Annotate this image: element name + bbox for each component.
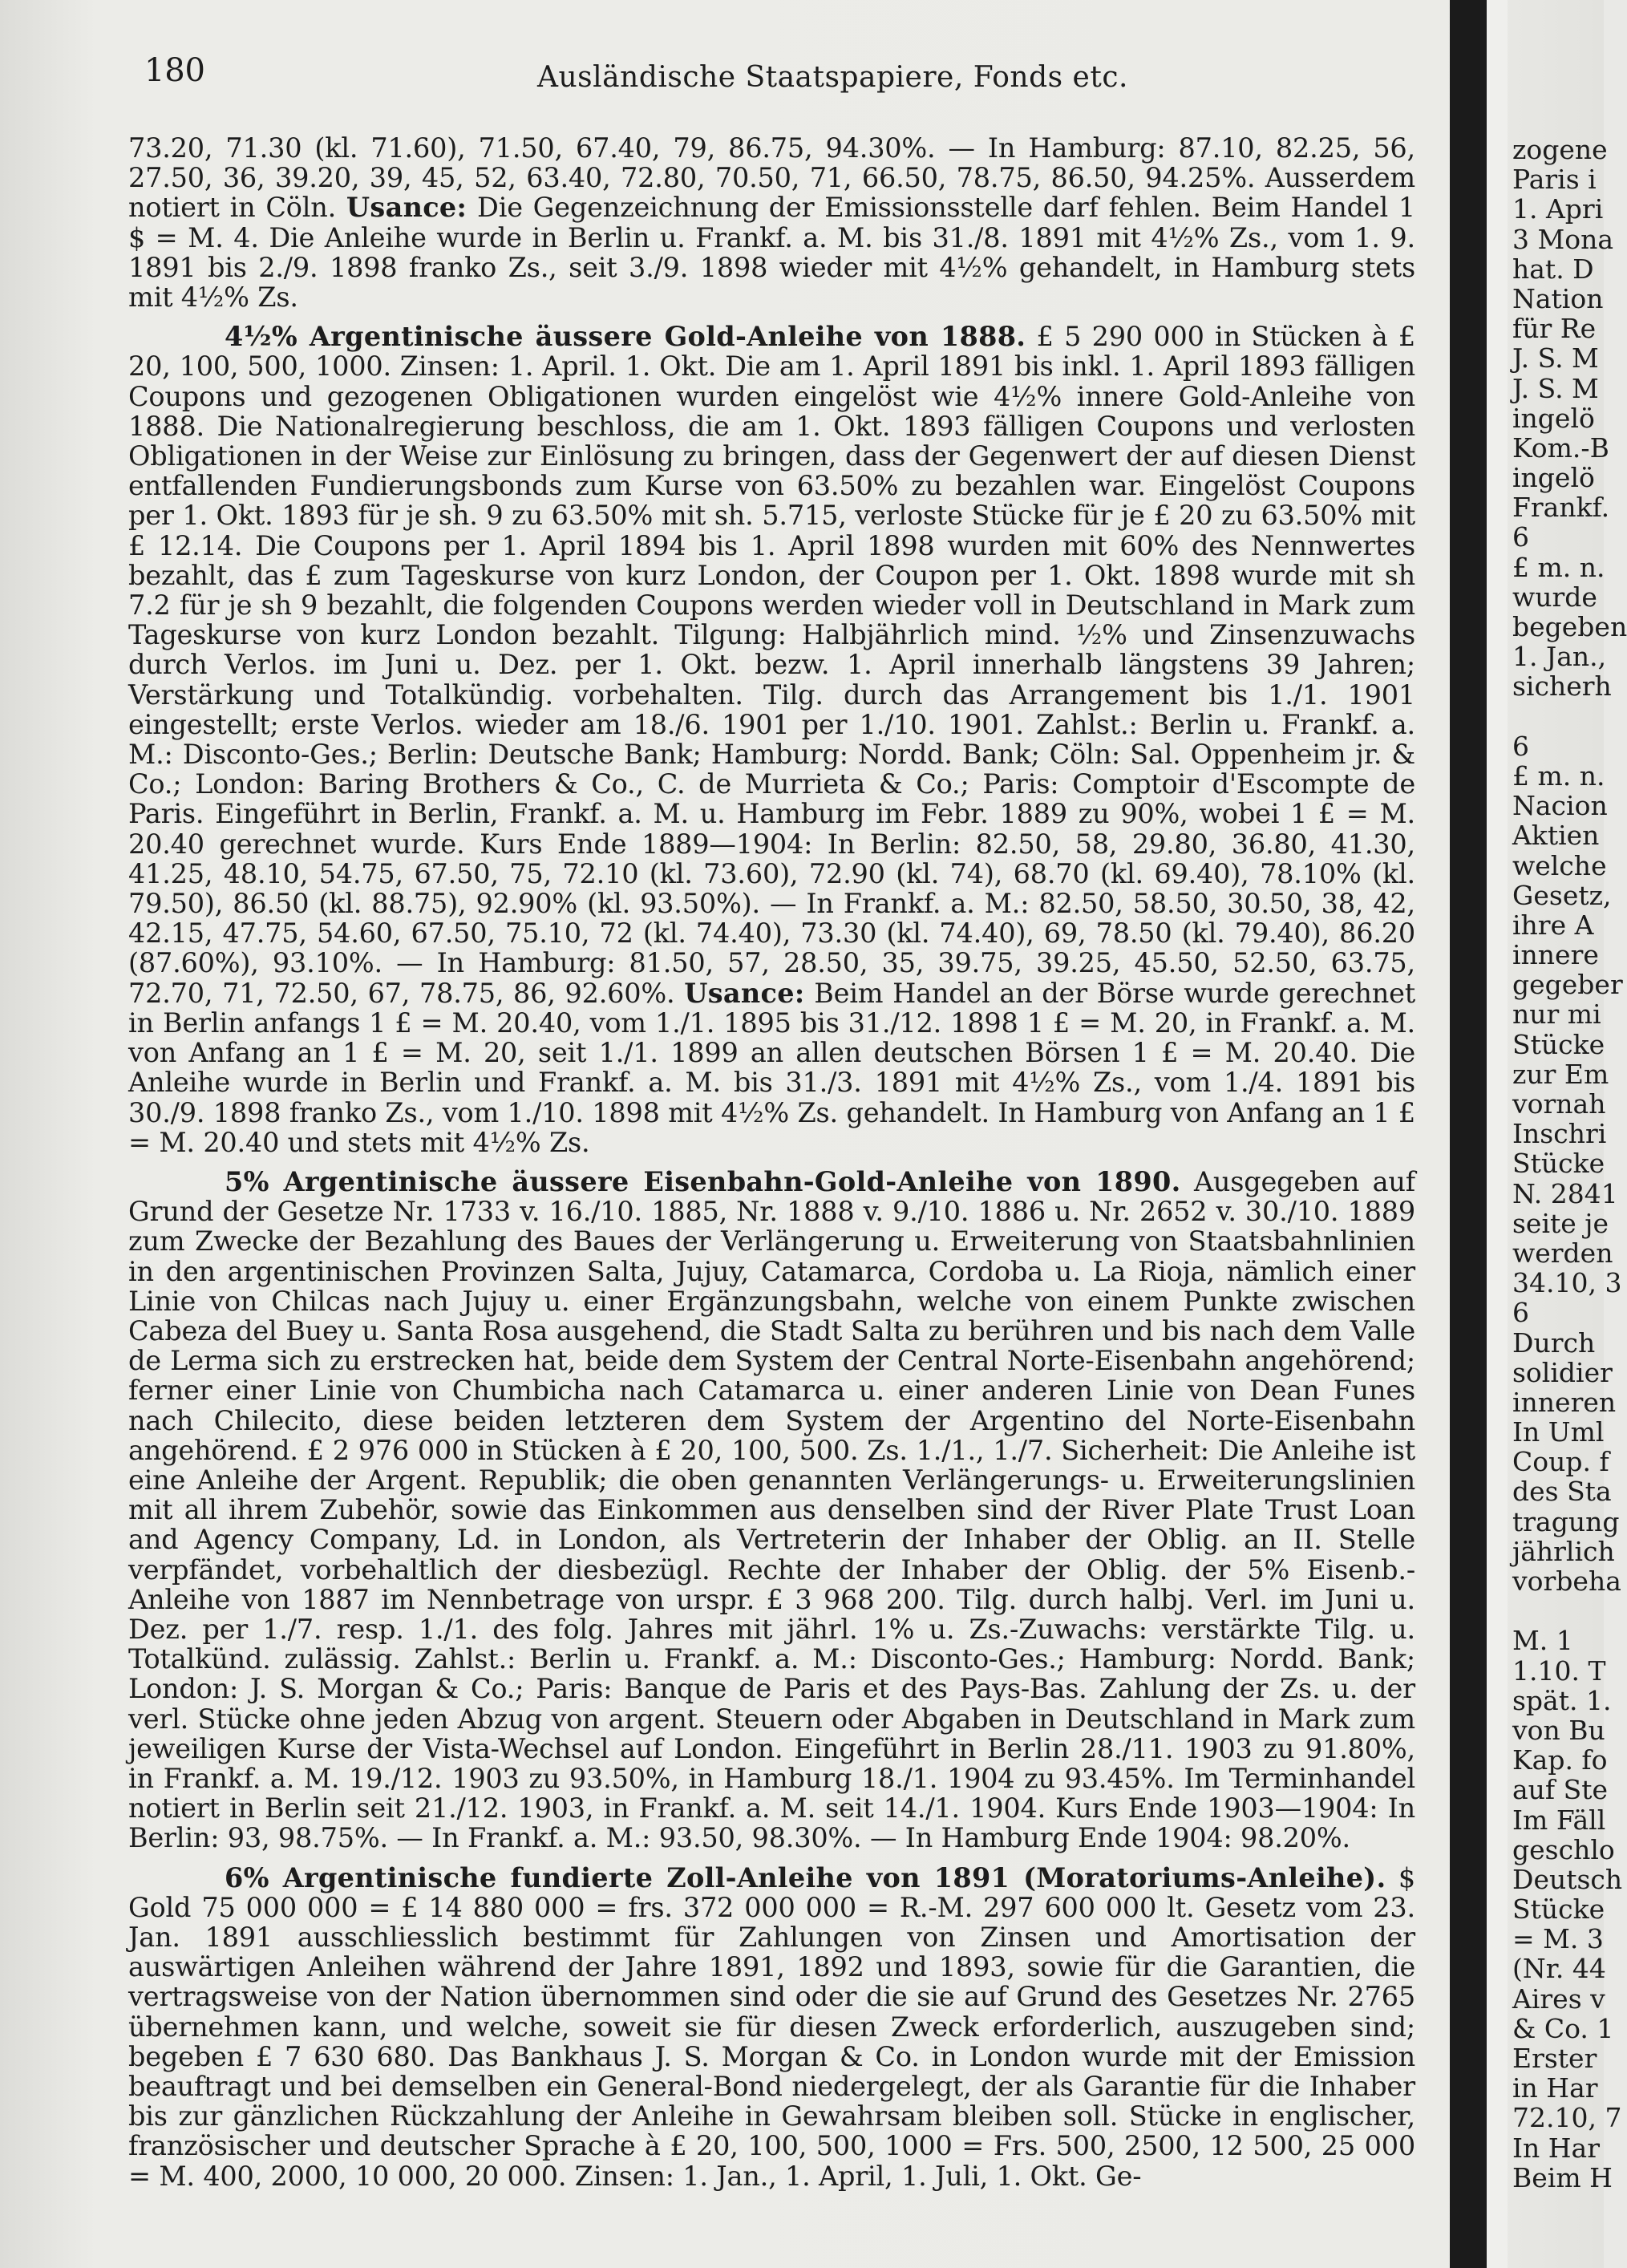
fragment-line: = M. 3: [1512, 1923, 1604, 1955]
entry-title: 5% Argentinische äussere Eisenbahn-Gold-Anleihe von 1890.: [225, 1165, 1181, 1197]
fragment-line: Aires v: [1512, 1982, 1605, 2015]
intro-text: 73.20, 71.30 (kl. 71.60), 71.50, 67.40, 79, 86.75, 94.30%. — In Hamburg: 87.10, 82.25, 56, 27.50, 36, 39.20, 39, 45, 52, 63.40, 72.80, 70.50, 71, 66.50, 78.75, 86.50, 94.25%. Ausserdem notiert in Cöln.: [128, 132, 1415, 224]
entry-argentine-customs-loan-1891: [128, 1863, 1415, 2191]
entry-text: £ 5 290 000 in Stücken à £ 20, 100, 500, 1000. Zinsen: 1. April. 1. Okt. Die am 1. April 1891 bis inkl. 1. April 1893 fälligen Coupons und gezogenen Obligationen wurden eingelöst wie 4½% innere Gold-Anleihe von 1888. Die Nationalregierung beschloss, die am 1. Okt. 1893 fälligen Coupons und verlosten Obligationen in der Weise zur Einlösung zu bringen, dass der Gegenwert der auf diesen Dienst entfallenden Fundierungsbonds zum Kurse von 63.50% zu bezahlen war. Eingelöst Coupons per 1. Okt. 1893 für je sh. 9 zu 63.50% mit sh. 5.715, verloste Stücke für je £ 20 zu 63.50% mit £ 12.14. Die Coupons per 1. April 1894 bis 1. April 1898 wurden mit 60% des Nennwertes bezahlt, das £ zum Tageskurse von kurz London, der Coupon per 1. Okt. 1898 wurde mit sh 7.2 für je sh 9 bezahlt, die folgenden Coupons werden wieder voll in Deutschland in Mark zum Tageskurse von kurz London bezahlt. Tilgung: Halbjährlich mind. ½% und Zinsenzuwachs durch Verlos. im Juni u. Dez. per 1. Okt. bezw. 1. April innerhalb längstens 39 Jahren; Verstärkung und Totalkündig. vorbehalten. Tilg. durch das Arrangement bis 1./1. 1901 eingestellt; erste Verlos. wieder am 18./6. 1901 per 1./10. 1901. Zahlst.: Berlin u. Frankf. a. M.: Disconto-Ges.; Berlin: Deutsche Bank; Hamburg: Nordd. Bank; Cöln: Sal. Oppenheim jr. & Co.; London: Baring Brothers & Co., C. de Murrieta & Co.; Paris: Comptoir d'Escompte de Paris. Eingeführt in Berlin, Frankf. a. M. u. Hamburg im Febr. 1889 zu 90%, wobei 1 £ = M. 20.40 gerechnet wurde. Kurs Ende 1889—1904: In Berlin: 82.50, 58, 29.80, 36.80, 41.30, 41.25, 48.10, 54.75, 67.50, 75, 72.10 (kl. 73.60), 72.90 (kl. 74), 68.70 (kl. 69.40), 78.10% (kl. 79.50), 86.50 (kl. 88.75), 92.90% (kl. 93.50%). — In Frankf. a. M.: 82.50, 58.50, 30.50, 38, 42, 42.15, 47.75, 54.60, 67.50, 75.10, 72 (kl. 74.40), 73.30 (kl. 74.40), 69, 78.50 (kl. 79.40), 86.20 (87.60%), 93.10%. — In Hamburg: 81.50, 57, 28.50, 35, 39.75, 39.25, 45.50, 52.50, 63.75, 72.70, 71, 72.50, 67, 78.75, 86, 92.60%.: [128, 321, 1415, 1009]
fragment-line: [1512, 702, 1604, 731]
fragment-line: £ m. n.: [1512, 551, 1605, 583]
intro-paragraph: [128, 133, 1415, 312]
fragment-line: Beim H: [1512, 2161, 1613, 2193]
fragment-line: von Bu: [1512, 1714, 1605, 1746]
fragment-line: geschlo: [1512, 1833, 1615, 1865]
fragment-line: 1. Apri: [1512, 193, 1604, 225]
fragment-line: 6: [1512, 521, 1529, 553]
main-column: [128, 48, 1415, 2191]
fragment-line: welche: [1512, 849, 1607, 881]
fragment-line: Stücke: [1512, 1148, 1605, 1180]
fragment-line: Stücke: [1512, 1893, 1605, 1926]
fragment-line: zogene: [1512, 134, 1608, 165]
fragment-line: 1. Jan.,: [1512, 641, 1607, 673]
fragment-line: vorbeha: [1512, 1565, 1621, 1597]
fragment-line: ingelö: [1512, 462, 1595, 494]
running-title: Ausländische Staatspapiere, Fonds etc.: [537, 61, 1128, 94]
fragment-line: tragung: [1512, 1505, 1620, 1537]
page-edge: [1487, 0, 1508, 2268]
entry-argentine-railway-gold-loan-1890: [128, 1167, 1415, 1853]
fragment-line: N. 2841: [1512, 1177, 1618, 1209]
fragment-line: des Sta: [1512, 1476, 1612, 1508]
fragment-line: In Uml: [1512, 1416, 1605, 1448]
fragment-line: 1.10. T: [1512, 1654, 1606, 1687]
fragment-line: 72.10, 7: [1512, 2102, 1622, 2134]
fragment-line: werden: [1512, 1237, 1613, 1269]
fragment-line: nur mi: [1512, 998, 1601, 1031]
fragment-line: In Har: [1512, 2132, 1601, 2164]
entry-text: Ausgegeben auf Grund der Gesetze Nr. 1733 v. 16./10. 1885, Nr. 1888 v. 9./10. 1886 u. Nr. 2652 v. 30./10. 1889 zum Zwecke der Bezahlung des Baues der Verlängerung u. Erweiterung von Staatsbahnlinien in den argentinischen Provinzen Salta, Jujuy, Catamarca, Cordoba u. La Rioja, nämlich einer Linie von Chilcas nach Jujuy u. einer Ergänzungsbahn, welche von einem Punkte zwischen Cabeza del Buey u. Santa Rosa ausgehend, die Stadt Salta zu berühren und bis nach dem Valle de Lerma sich zu erstrecken hat, beide dem System der Central Norte-Eisenbahn angehörend; ferner einer Linie von Chumbicha nach Catamarca u. einer anderen Linie von Dean Funes nach Chilecito, diese beiden letzteren dem System der Argentino del Norte-Eisenbahn angehörend. £ 2 976 000 in Stücken à £ 20, 100, 500. Zs. 1./1., 1./7. Sicherheit: Die Anleihe ist eine Anleihe der Argent. Republik; die oben genannten Verlängerungs- u. Erweiterungslinien mit all ihrem Zubehör, sowie das Einkommen aus denselben sind der River Plate Trust Loan and Agency Company, Ld. in London, als Vertreterin der Inhaber der Oblig. an II. Stelle verpfändet, vorbehaltlich der diesbezügl. Rechte der Inhaber der Oblig. der 5% Eisenb.-Anleihe von 1887 im Nennbetrage von urspr. £ 3 968 200. Tilg. durch halbj. Verl. im Juni u. Dez. per 1./7. resp. 1./1. des folg. Jahres mit jährl. 1% u. Zs.-Zuwachs: verstärkte Tilg. u. Totalkünd. zulässig. Zahlst.: Berlin u. Frankf. a. M.: Disconto-Ges.; Hamburg: Nordd. Bank; London: J. S. Morgan & Co.; Paris: Banque de Paris et des Pays-Bas. Zahlung der Zs. u. der verl. Stücke ohne jeden Abzug von argent. Steuern oder Abgaben in Deutschland in Mark zum jeweiligen Kurse der Vista-Wechsel auf London. Eingeführt in Berlin 28./11. 1903 zu 91.80%, in Frankf. a. M. 19./12. 1903 zu 93.50%, in Hamburg 18./1. 1904 zu 93.45%. Im Terminhandel notiert in Berlin seit 21./12. 1903, in Frankf. a. M. seit 14./1. 1904. Kurs Ende 1903—1904: In Berlin: 93, 98.75%. — In Frankf. a. M.: 93.50, 98.30%. — In Hamburg Ende 1904: 98.20%.: [128, 1165, 1415, 1854]
fragment-line: £ m. n.: [1512, 759, 1605, 792]
fragment-line: hat. D: [1512, 253, 1594, 285]
fragment-line: Erster: [1512, 2043, 1597, 2074]
fragment-line: Paris i: [1512, 164, 1597, 196]
fragment-line: Nation: [1512, 282, 1604, 314]
fragment-line: J. S. M: [1512, 342, 1599, 375]
fragment-line: Gesetz,: [1512, 879, 1612, 911]
fragment-line: Deutsch: [1512, 1863, 1623, 1895]
entry-usance-label: Usance:: [684, 977, 805, 1009]
adjacent-page-fragment: [1512, 134, 1627, 2268]
fragment-line: wurde: [1512, 581, 1597, 613]
fragment-line: begeben: [1512, 611, 1627, 642]
entry-text: $ Gold 75 000 000 = £ 14 880 000 = frs. 372 000 000 = R.-M. 297 600 000 lt. Gesetz vom 23. Jan. 1891 ausschliesslich bestimmt für Zahlungen von Zinsen und Amortisation der auswärtigen Anleihen während der Jahre 1891, 1892 und 1893, sowie für die Garantien, die vertragsweise von der Nation übernommen sind oder die sie auf Grund des Gesetzes Nr. 2765 übernehmen kann, und welche, soweit sie für diesen Zweck erforderlich, auszugeben sind; begeben £ 7 630 680. Das Bankhaus J. S. Morgan & Co. in London wurde mit der Emission beauftragt und bei demselben ein General-Bond niedergelegt, der als Garantie für die Inhaber bis zur gänzlichen Rückzahlung der Anleihe in Gewahrsam bleiben soll. Stücke in englischer, französischer und deutscher Sprache à £ 20, 100, 500, 1000 = Frs. 500, 2500, 12 500, 25 000 = M. 400, 2000, 10 000, 20 000. Zinsen: 1. Jan., 1. April, 1. Juli, 1. Okt. Ge-: [128, 1861, 1415, 2192]
intro-usance-label: Usance:: [346, 192, 467, 224]
fragment-line: inneren: [1512, 1386, 1617, 1418]
fragment-line: vornah: [1512, 1088, 1606, 1120]
fragment-line: Kap. fo: [1512, 1744, 1608, 1776]
fragment-line: auf Ste: [1512, 1774, 1609, 1806]
intro-usance-text: Die Gegenzeichnung der Emissionsstelle darf fehlen. Beim Handel 1 $ = M. 4. Die Anleihe wurde in Berlin u. Frankf. a. M. bis 31./8. 1891 mit 4½% Zs., vom 1. 9. 1891 bis 2./9. 1898 franko Zs., seit 3./9. 1898 wieder mit 4½% gehandelt, in Hamburg stets mit 4½% Zs.: [128, 192, 1415, 314]
fragment-line: Nacion: [1512, 790, 1608, 822]
fragment-line: Aktien: [1512, 820, 1600, 852]
fragment-line: 34.10, 3: [1512, 1267, 1622, 1299]
fragment-line: Kom.-B: [1512, 431, 1609, 464]
fragment-line: ihre A: [1512, 909, 1594, 941]
fragment-line: sicherh: [1512, 670, 1612, 703]
fragment-line: Stücke: [1512, 1028, 1605, 1060]
entry-argentine-gold-loan-1888: [128, 322, 1415, 1157]
fragment-line: 6: [1512, 1297, 1529, 1329]
fragment-line: Inschri: [1512, 1118, 1607, 1150]
fragment-line: innere: [1512, 939, 1599, 971]
fragment-line: Durch: [1512, 1326, 1596, 1359]
fragment-line: zur Em: [1512, 1058, 1609, 1090]
fragment-line: seite je: [1512, 1207, 1609, 1239]
fragment-line: gegeber: [1512, 969, 1623, 1001]
fragment-line: & Co. 1: [1512, 2012, 1614, 2044]
entry-usance-text: Beim Handel an der Börse wurde gerechnet in Berlin anfangs 1 £ = M. 20.40, vom 1./1. 1895 bis 31./12. 1898 1 £ = M. 20, in Frankf. a. M. von Anfang an 1 £ = M. 20, seit 1./1. 1899 an allen deutschen Börsen 1 £ = M. 20.40. Die Anleihe wurde in Berlin und Frankf. a. M. bis 31./3. 1891 mit 4½% Zs., vom 1./4. 1891 bis 30./9. 1898 franko Zs., vom 1./10. 1898 mit 4½% Zs. gehandelt. In Hamburg von Anfang an 1 £ = M. 20.40 und stets mit 4½% Zs.: [128, 977, 1415, 1158]
fragment-line: ingelö: [1512, 402, 1595, 434]
page-number: 180: [144, 52, 205, 89]
fragment-line: in Har: [1512, 2072, 1598, 2104]
entry-title: 4½% Argentinische äussere Gold-Anleihe von 1888.: [225, 321, 1026, 353]
running-head: [128, 48, 1415, 101]
fragment-line: 6: [1512, 730, 1529, 762]
fragment-line: 3 Mona: [1512, 223, 1614, 255]
fragment-line: [1512, 1596, 1604, 1626]
binding-gutter: [1450, 0, 1487, 2268]
fragment-line: Coup. f: [1512, 1446, 1609, 1478]
fragment-line: (Nr. 44: [1512, 1953, 1606, 1985]
fragment-line: Im Fäll: [1512, 1804, 1606, 1836]
fragment-line: jährlich: [1512, 1535, 1615, 1567]
fragment-line: spät. 1.: [1512, 1684, 1612, 1716]
fragment-line: J. S. M: [1512, 372, 1599, 404]
entry-title: 6% Argentinische fundierte Zoll-Anleihe von 1891 (Moratoriums-Anleihe).: [225, 1861, 1386, 1893]
fragment-line: M. 1: [1512, 1625, 1573, 1657]
fragment-line: solidier: [1512, 1356, 1613, 1388]
fragment-line: Frankf.: [1512, 492, 1610, 524]
fragment-line: für Re: [1512, 313, 1597, 345]
